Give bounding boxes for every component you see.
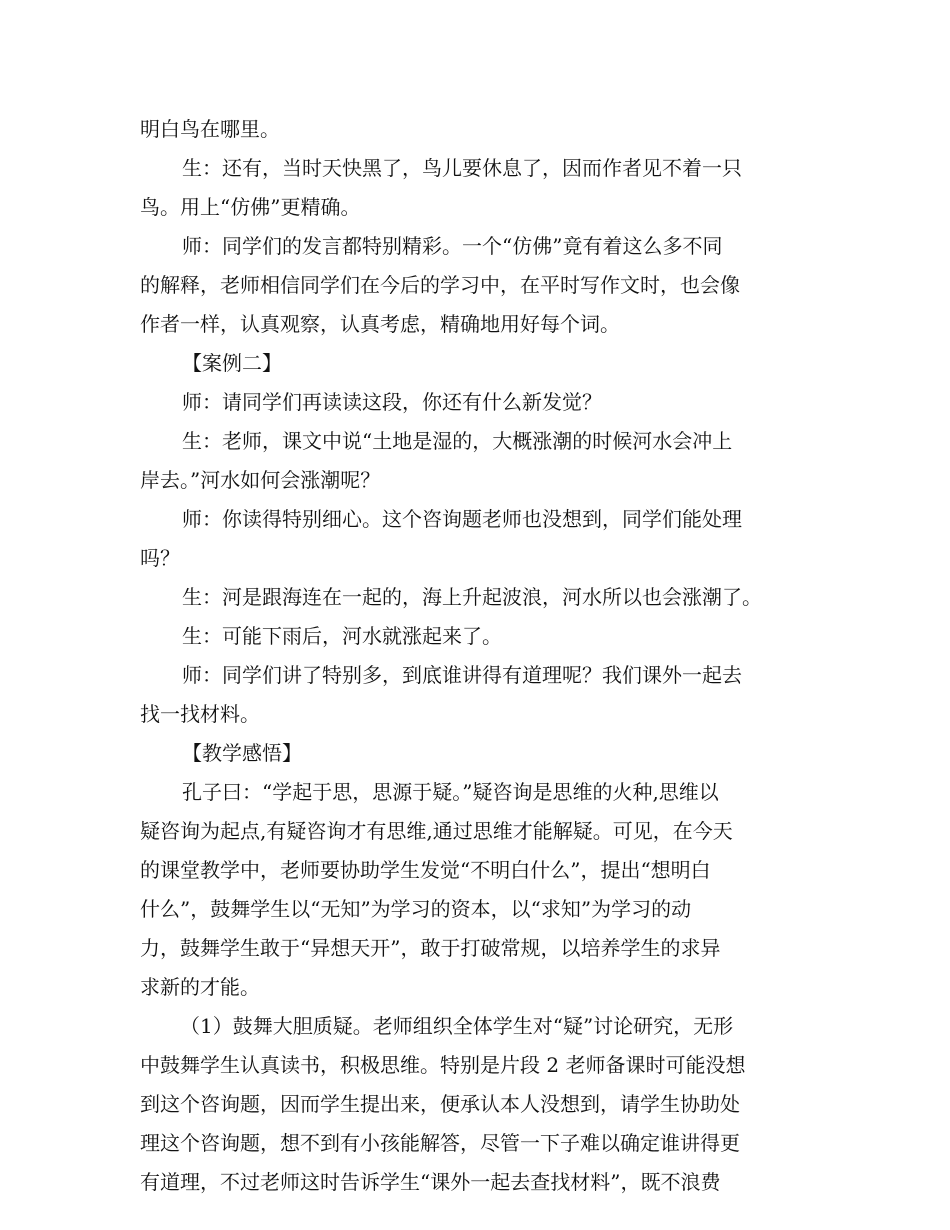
text-line: 什么”，鼓舞学生以“无知”为学习的资本，以“求知”为学习的动 (140, 897, 692, 921)
text-line: 生：还有，当时天快黑了，鸟儿要休息了，因而作者见不着一只 (182, 156, 742, 180)
document-body (140, 110, 810, 1202)
text-line: 吗？ (140, 546, 180, 570)
text-line: 理这个咨询题，想不到有小孩能解答，尽管一下子难以确定谁讲得更 (140, 1131, 740, 1155)
text-line: 师：同学们的发言都特别精彩。一个“仿佛”竟有着这么多不同 (182, 234, 723, 258)
text-line: 师：请同学们再读读这段，你还有什么新发觉？ (182, 390, 602, 414)
text-line: 中鼓舞学生认真读书，积极思维。特别是片段 2 老师备课时可能没想 (140, 1053, 746, 1077)
text-line: （1）鼓舞大胆质疑。老师组织全体学生对“疑”讨论研究，无形 (180, 1014, 734, 1038)
text-line: 师：同学们讲了特别多，到底谁讲得有道理呢？我们课外一起去 (182, 663, 742, 687)
text-line: 师：你读得特别细心。这个咨询题老师也没想到，同学们能处理 (182, 507, 742, 531)
text-line: 到这个咨询题，因而学生提出来，便承认本人没想到，请学生协助处 (140, 1092, 740, 1116)
text-line: 有道理，不过老师这时告诉学生“课外一起去查找材料”，既不浪费 (140, 1170, 721, 1194)
text-line: 的课堂教学中，老师要协助学生发觉“不明白什么”，提出“想明白 (140, 858, 711, 882)
text-line: 作者一样，认真观察，认真考虑，精确地用好每个词。 (140, 312, 620, 336)
text-line: 鸟。用上“仿佛”更精确。 (140, 195, 361, 219)
text-line: 明白鸟在哪里。 (140, 117, 280, 141)
text-line: 力，鼓舞学生敢于“异想天开”，敢于打破常规，以培养学生的求异 (140, 936, 721, 960)
text-line: 岸去。”河水如何会涨潮呢？ (140, 468, 381, 492)
section-heading: 【教学感悟】 (182, 741, 302, 765)
text-line: 找一找材料。 (140, 702, 260, 726)
text-line: 的解释，老师相信同学们在今后的学习中，在平时写作文时，也会像 (140, 273, 740, 297)
text-line: 求新的才能。 (140, 975, 260, 999)
text-line: 生：老师，课文中说“土地是湿的，大概涨潮的时候河水会冲上 (182, 429, 733, 453)
text-line: 疑咨询为起点,有疑咨询才有思维,通过思维才能解疑。可见，在今天 (140, 819, 733, 843)
text-line: 生：可能下雨后，河水就涨起来了。 (182, 624, 502, 648)
section-heading: 【案例二】 (182, 351, 282, 375)
text-line: 生：河是跟海连在一起的，海上升起波浪，河水所以也会涨潮了。 (182, 585, 762, 609)
text-line: 孔子曰：“学起于思，思源于疑。”疑咨询是思维的火种,思维以 (182, 780, 719, 804)
